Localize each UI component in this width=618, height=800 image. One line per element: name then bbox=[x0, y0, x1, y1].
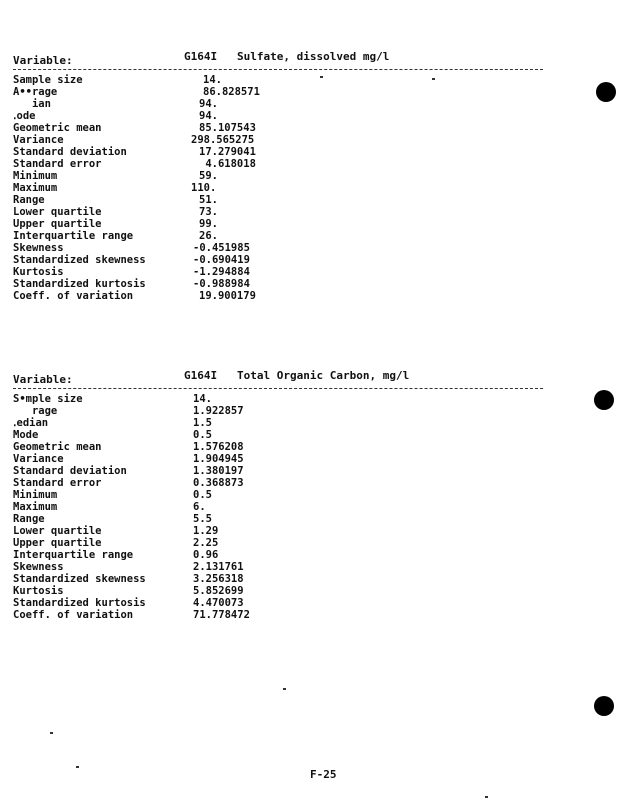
stat-row bbox=[13, 170, 553, 182]
stat-label: Interquartile range bbox=[13, 230, 134, 242]
stat-label: Standard error bbox=[13, 477, 102, 489]
scan-speck bbox=[283, 688, 286, 690]
punch-hole-middle bbox=[594, 390, 614, 410]
scan-speck bbox=[50, 732, 53, 734]
stat-label: ․edian bbox=[13, 417, 49, 429]
stat-row bbox=[13, 230, 553, 242]
stat-label: ian bbox=[13, 98, 51, 110]
stat-value: 94. bbox=[199, 110, 218, 122]
variable-header bbox=[13, 369, 553, 387]
stat-row bbox=[13, 513, 553, 525]
stats-block-toc bbox=[13, 369, 553, 621]
stat-value: 1.5 bbox=[193, 417, 212, 429]
stat-label: Upper quartile bbox=[13, 537, 102, 549]
stat-value: 71.778472 bbox=[193, 609, 250, 621]
stat-row bbox=[13, 441, 553, 453]
stat-label: Range bbox=[13, 513, 45, 525]
stat-value: 94. bbox=[199, 98, 218, 110]
page-number: F-25 bbox=[310, 768, 337, 781]
stat-label: Maximum bbox=[13, 182, 58, 194]
stat-label: Coeff. of variation bbox=[13, 609, 134, 621]
stat-value: 0.96 bbox=[193, 549, 219, 561]
stat-row bbox=[13, 278, 553, 290]
stat-label: Standardized kurtosis bbox=[13, 278, 146, 290]
scan-speck bbox=[485, 796, 488, 798]
stat-row bbox=[13, 290, 553, 302]
stat-row bbox=[13, 134, 553, 146]
stat-label: Standardized skewness bbox=[13, 573, 146, 585]
stat-value: 1.29 bbox=[193, 525, 219, 537]
stat-row bbox=[13, 218, 553, 230]
stat-row bbox=[13, 489, 553, 501]
stat-label: Sample size bbox=[13, 74, 83, 86]
stat-value: 26. bbox=[199, 230, 218, 242]
dashed-rule bbox=[13, 69, 543, 70]
stat-row bbox=[13, 158, 553, 170]
stat-label: Interquartile range bbox=[13, 549, 134, 561]
stat-label: Maximum bbox=[13, 501, 58, 513]
stat-value: 2.131761 bbox=[193, 561, 244, 573]
stat-value: 5.5 bbox=[193, 513, 212, 525]
stat-label: A••rage bbox=[13, 86, 58, 98]
stat-row bbox=[13, 206, 553, 218]
stat-label: Geometric mean bbox=[13, 441, 102, 453]
stat-row bbox=[13, 242, 553, 254]
stat-value: 0.368873 bbox=[193, 477, 244, 489]
variable-label: Variable: bbox=[13, 54, 73, 67]
stat-value: 3.256318 bbox=[193, 573, 244, 585]
stats-table bbox=[13, 393, 553, 621]
stat-label: Mode bbox=[13, 429, 39, 441]
stat-label: Kurtosis bbox=[13, 266, 64, 278]
stat-value: 0.5 bbox=[193, 489, 212, 501]
stat-value: 1.922857 bbox=[193, 405, 244, 417]
stat-row bbox=[13, 573, 553, 585]
stat-row bbox=[13, 537, 553, 549]
stat-value: 6. bbox=[193, 501, 206, 513]
stat-value: 73. bbox=[199, 206, 218, 218]
stat-value: 5.852699 bbox=[193, 585, 244, 597]
stat-label: rage bbox=[13, 405, 58, 417]
stat-value: 86.828571 bbox=[203, 86, 260, 98]
stat-label: S•mple size bbox=[13, 393, 83, 405]
stat-value: 1.904945 bbox=[193, 453, 244, 465]
variable-label: Variable: bbox=[13, 373, 73, 386]
stat-label: Minimum bbox=[13, 170, 58, 182]
stat-row bbox=[13, 585, 553, 597]
stat-label: Standard error bbox=[13, 158, 102, 170]
stat-label: Skewness bbox=[13, 242, 64, 254]
stat-label: Upper quartile bbox=[13, 218, 102, 230]
stat-label: Standard deviation bbox=[13, 465, 127, 477]
stat-value: 4.618018 bbox=[199, 158, 256, 170]
variable-name: Total Organic Carbon, mg/l bbox=[237, 369, 410, 382]
stat-value: -0.451985 bbox=[193, 242, 250, 254]
stat-row bbox=[13, 561, 553, 573]
stat-value: 0.5 bbox=[193, 429, 212, 441]
stat-row bbox=[13, 393, 553, 405]
stats-table bbox=[13, 74, 553, 302]
stat-row bbox=[13, 597, 553, 609]
stat-label: Variance bbox=[13, 453, 64, 465]
variable-code: G164I bbox=[184, 369, 218, 382]
stat-row bbox=[13, 98, 553, 110]
stat-value: -0.690419 bbox=[193, 254, 250, 266]
stat-row bbox=[13, 86, 553, 98]
stat-value: 19.900179 bbox=[199, 290, 256, 302]
stat-row bbox=[13, 453, 553, 465]
stat-row bbox=[13, 110, 553, 122]
stat-row bbox=[13, 266, 553, 278]
stat-value: 298.565275 bbox=[191, 134, 255, 146]
variable-code: G164I bbox=[184, 50, 218, 63]
stat-row bbox=[13, 122, 553, 134]
stat-label: ․ode bbox=[13, 110, 36, 122]
stat-value: 85.107543 bbox=[199, 122, 256, 134]
stat-row bbox=[13, 405, 553, 417]
stat-value: 4.470073 bbox=[193, 597, 244, 609]
stat-value: 1.380197 bbox=[193, 465, 244, 477]
stat-label: Minimum bbox=[13, 489, 58, 501]
variable-header bbox=[13, 50, 553, 68]
variable-name: Sulfate, dissolved mg/l bbox=[237, 50, 390, 63]
stat-row bbox=[13, 417, 553, 429]
stat-label: Kurtosis bbox=[13, 585, 64, 597]
stat-value: -0.988984 bbox=[193, 278, 250, 290]
stat-row bbox=[13, 609, 553, 621]
punch-hole-top bbox=[596, 82, 616, 102]
stats-block-sulfate bbox=[13, 50, 553, 302]
stat-row bbox=[13, 254, 553, 266]
stat-row bbox=[13, 525, 553, 537]
stat-label: Lower quartile bbox=[13, 206, 102, 218]
stat-row bbox=[13, 465, 553, 477]
stat-row bbox=[13, 549, 553, 561]
stat-label: Lower quartile bbox=[13, 525, 102, 537]
stat-value: 59. bbox=[199, 170, 218, 182]
stat-label: Skewness bbox=[13, 561, 64, 573]
stat-label: Standardized kurtosis bbox=[13, 597, 146, 609]
stat-label: Variance bbox=[13, 134, 64, 146]
dashed-rule bbox=[13, 388, 543, 389]
stat-label: Geometric mean bbox=[13, 122, 102, 134]
stat-label: Coeff. of variation bbox=[13, 290, 134, 302]
stat-row bbox=[13, 429, 553, 441]
stat-value: 99. bbox=[199, 218, 218, 230]
stat-value: 51. bbox=[199, 194, 218, 206]
stat-value: 14. bbox=[203, 74, 222, 86]
stat-row bbox=[13, 194, 553, 206]
stat-row bbox=[13, 146, 553, 158]
stat-row bbox=[13, 74, 553, 86]
stat-value: 110. bbox=[191, 182, 217, 194]
stat-row bbox=[13, 182, 553, 194]
stat-label: Range bbox=[13, 194, 45, 206]
stat-row bbox=[13, 477, 553, 489]
stat-value: 2.25 bbox=[193, 537, 219, 549]
stat-label: Standardized skewness bbox=[13, 254, 146, 266]
stat-value: 14. bbox=[193, 393, 212, 405]
stat-row bbox=[13, 501, 553, 513]
stat-label: Standard deviation bbox=[13, 146, 127, 158]
scan-speck bbox=[76, 766, 79, 768]
stat-value: 17.279041 bbox=[199, 146, 256, 158]
stat-value: -1.294884 bbox=[193, 266, 250, 278]
punch-hole-bottom bbox=[594, 696, 614, 716]
stat-value: 1.576208 bbox=[193, 441, 244, 453]
